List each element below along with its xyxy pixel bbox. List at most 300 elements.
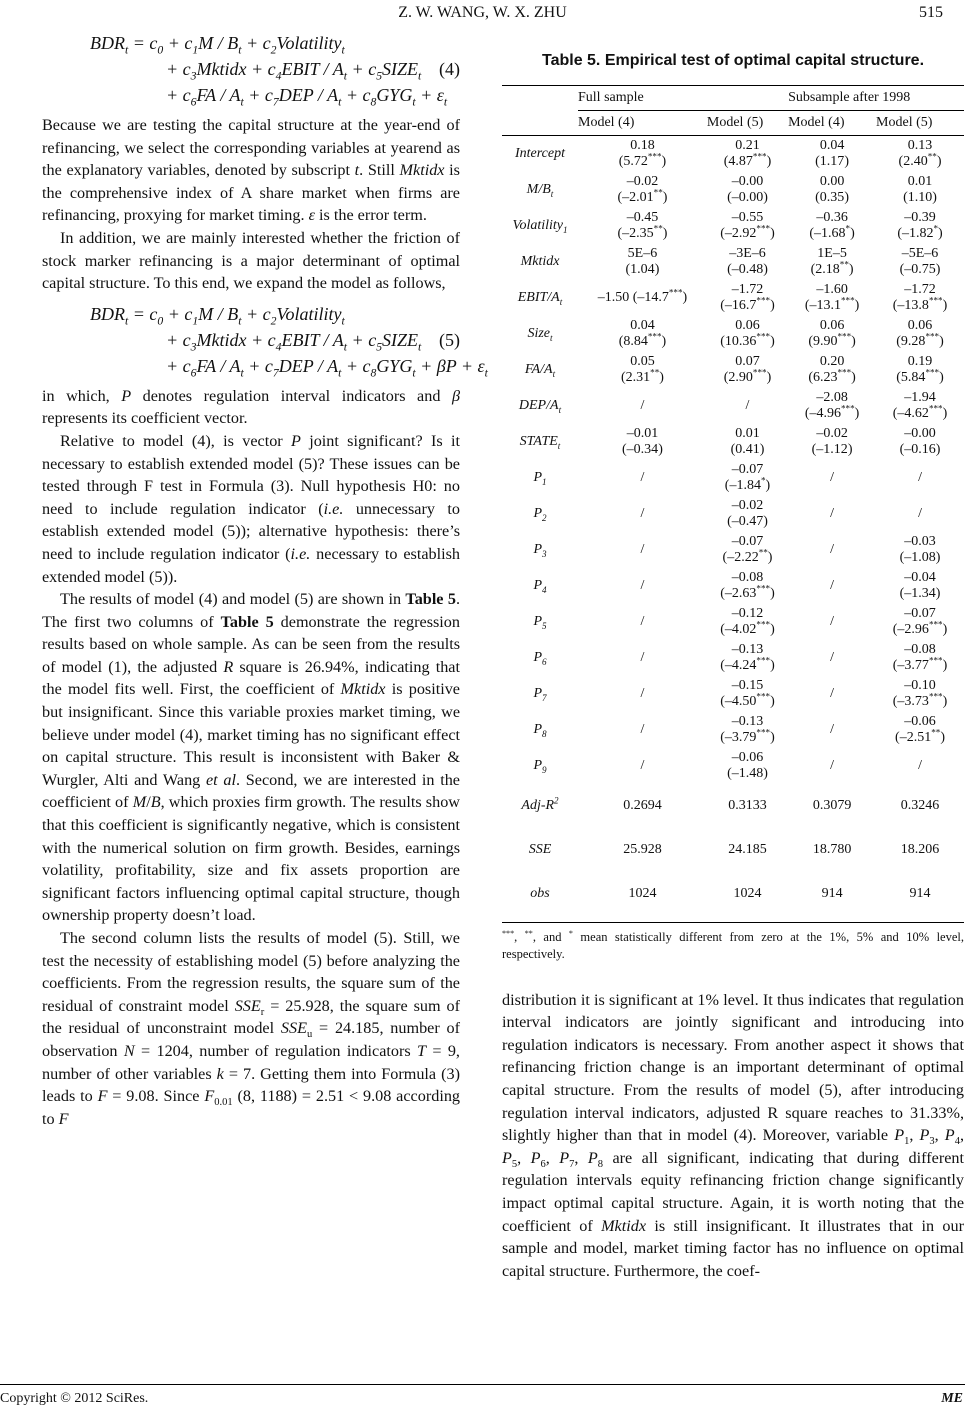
table-cell — [707, 352, 788, 388]
text-run: 6 — [190, 95, 197, 109]
text-run: P — [533, 577, 542, 593]
t-statistic: (–4.24***) — [720, 654, 775, 673]
text-run: r — [260, 1007, 265, 1019]
table-cell — [876, 568, 964, 604]
text-run: 5 — [542, 620, 547, 631]
table-cell — [876, 280, 964, 316]
row-label — [502, 604, 578, 640]
row-label — [502, 568, 578, 604]
row-label — [502, 352, 578, 388]
table-cell — [578, 208, 707, 244]
text-run: GYG — [376, 355, 413, 376]
text-run: t — [341, 43, 345, 57]
text-run: t — [240, 95, 244, 109]
text-run: t — [552, 368, 556, 379]
table-row — [502, 172, 964, 208]
t-statistic: (5.84***) — [896, 366, 944, 385]
text-run: , and — [532, 929, 569, 944]
table-row — [502, 712, 964, 748]
text-run: . Still — [359, 161, 400, 180]
row-label — [502, 460, 578, 496]
t-statistic: (–1.12) — [811, 441, 853, 457]
text-run: 1 — [192, 43, 199, 57]
text-run: 3 — [190, 340, 197, 354]
t-statistic: (–4.62***) — [892, 402, 948, 421]
table-cell — [788, 424, 876, 460]
table-cell — [876, 532, 964, 568]
text-run: + c — [243, 85, 273, 105]
equation-line — [90, 353, 488, 380]
coefficient: 0.19 — [907, 353, 933, 369]
table-note — [502, 929, 964, 963]
table-cell: / — [830, 721, 835, 737]
table-cell — [876, 352, 964, 388]
table-cell — [788, 244, 876, 280]
coefficient: –3E–6 — [729, 245, 766, 261]
coefficient: –0.03 — [904, 533, 936, 549]
t-statistic: (–2.92***) — [720, 222, 775, 241]
text-run: β — [451, 386, 460, 405]
table-row — [502, 388, 964, 424]
table-row — [502, 208, 964, 244]
t-statistic: (–3.73***) — [892, 690, 948, 709]
text-run: = c — [128, 303, 158, 324]
text-run: 2 — [270, 43, 277, 57]
row-label — [502, 828, 578, 872]
text-run: , — [545, 1148, 560, 1167]
text-run: SSE — [234, 996, 261, 1015]
t-statistic: (–16.7***) — [720, 294, 775, 313]
text-run: + c — [241, 303, 271, 324]
text-run: Intercept — [514, 145, 565, 161]
text-run: square is 26.94%, indicating that the model fits well. First, the coefficient of — [42, 657, 460, 699]
coefficient: 0.07 — [735, 353, 760, 369]
text-run: t — [343, 340, 348, 354]
corner-cell — [502, 85, 578, 110]
text-run: t — [125, 314, 129, 328]
text-run: = 1204, number of regulation indicators — [134, 1041, 418, 1060]
text-run: is still insignificant. It illustrates that in our sample and model, market timing factor has no influence on optimal capital structure. Furthermore, the coef- — [502, 1216, 964, 1280]
t-statistic: (5.72***) — [618, 150, 667, 169]
text-run: , — [574, 1148, 588, 1167]
text-run: 2 — [554, 794, 559, 805]
text-run: in which, — [42, 386, 122, 405]
coefficient: –0.10 — [904, 677, 936, 693]
paragraph — [42, 430, 460, 588]
coefficient: –0.45 — [626, 209, 659, 225]
text-run: 1 — [904, 1136, 910, 1148]
table-cell: / — [640, 577, 645, 593]
text-run: N — [123, 1041, 135, 1060]
left-column — [42, 30, 488, 1130]
table-row — [502, 604, 964, 640]
text-run: 8 — [370, 95, 377, 109]
text-run: Mktidx + c — [196, 59, 276, 79]
coefficient: –0.08 — [731, 569, 764, 585]
coefficient: –5E–6 — [901, 245, 939, 261]
text-run: P — [291, 431, 301, 450]
coefficient: –0.07 — [731, 461, 764, 477]
text-run: + c — [166, 329, 191, 350]
text-run: + c — [241, 33, 271, 53]
table-cell: 18.206 — [900, 841, 940, 857]
table-cell: / — [918, 757, 922, 773]
text-run: t — [341, 314, 345, 328]
table-cell — [578, 352, 707, 388]
t-statistic: (2.90***) — [723, 366, 772, 385]
text-run: t — [550, 188, 554, 199]
text-run: k — [216, 1064, 224, 1083]
text-run: ** — [524, 928, 533, 938]
table-cell: / — [640, 757, 645, 773]
t-statistic: (–2.63***) — [720, 582, 775, 601]
text-run: , — [909, 1126, 920, 1145]
coefficient: 0.21 — [735, 137, 760, 153]
paragraphs-b — [42, 385, 460, 1131]
table-cell — [788, 172, 876, 208]
coefficient: –0.13 — [731, 713, 764, 729]
text-run: P — [530, 1148, 541, 1167]
text-run: 0 — [157, 43, 164, 57]
page-number: 515 — [919, 4, 943, 21]
text-run: t — [412, 366, 416, 380]
t-statistic: (0.41) — [730, 441, 765, 457]
text-run: A — [544, 361, 553, 377]
text-run: * — [568, 928, 573, 938]
text-run: / — [540, 361, 545, 377]
coefficient: –1.72 — [731, 281, 764, 297]
row-label — [502, 532, 578, 568]
text-run: necessary to establish extended model (5)). — [42, 544, 460, 586]
t-statistic: (2.31**) — [620, 366, 664, 385]
table-cell — [707, 135, 788, 172]
text-run: , — [959, 1126, 964, 1145]
table-cell: 914 — [788, 872, 876, 923]
text-run: is the comprehensive index of A share market when firms are refinancing, proxying for market timing. — [42, 161, 460, 225]
text-run: 5 — [376, 340, 383, 354]
text-run: = 25.928, the square sum of the residual of unconstraint model — [42, 996, 460, 1038]
row-label — [502, 280, 578, 316]
table-cell: / — [830, 505, 835, 521]
t-statistic: (–3.79***) — [720, 726, 775, 745]
text-run: 0.01 — [214, 1097, 233, 1109]
coefficient: 0.04 — [630, 317, 655, 333]
t-statistic: (–3.77***) — [892, 654, 948, 673]
text-run: . The first two columns of — [42, 590, 460, 631]
text-run: Because we are testing the capital structure at the year-end of refinancing, we select the corresponding variables at yearend as the explanatory variables, denoted by subscript — [42, 116, 460, 180]
table-row — [502, 748, 964, 784]
text-run: 2 — [542, 512, 547, 523]
text-run: is the error term. — [314, 206, 427, 225]
table-row — [502, 352, 964, 388]
text-run: P — [533, 505, 542, 521]
equation-line — [90, 327, 460, 353]
text-run: 7 — [542, 692, 547, 703]
journal-abbrev: ME — [941, 1391, 963, 1406]
table-cell: 0.3079 — [812, 797, 852, 813]
paragraphs-right — [502, 989, 964, 1283]
table-cell — [707, 640, 788, 676]
text-run: t — [559, 296, 563, 307]
t-statistic: (–1.08) — [899, 549, 941, 565]
table-cell: 1024 — [578, 872, 707, 923]
coefficient: –0.39 — [904, 209, 936, 225]
table-cell: / — [918, 469, 922, 485]
model-header: Model (4) — [578, 110, 707, 135]
t-statistic: (–4.96***) — [804, 402, 860, 421]
group-header: Full sample — [578, 85, 788, 110]
table-cell: / — [830, 649, 835, 665]
text-run: M / B — [198, 303, 239, 324]
text-run: t — [418, 340, 422, 354]
t-statistic: (–1.84*) — [724, 474, 771, 493]
text-run: 6 — [190, 366, 197, 380]
text-run: P — [919, 1126, 930, 1145]
table-cell: 914 — [876, 872, 964, 923]
coefficient: –1.50 — [597, 289, 630, 305]
coefficient: –0.08 — [904, 641, 936, 657]
text-run: BDR — [90, 33, 125, 53]
model-header: Model (4) — [788, 110, 876, 135]
text-run: EBIT / A — [281, 59, 344, 79]
text-run: 4 — [542, 584, 547, 595]
row-label — [502, 712, 578, 748]
coefficient: 0.13 — [907, 137, 933, 153]
text-run: P — [533, 649, 542, 665]
text-run: 7 — [272, 366, 279, 380]
text-run: 8 — [370, 366, 377, 380]
t-statistic: (–14.7***) — [632, 286, 688, 305]
text-run: DEP / A — [278, 85, 339, 105]
coefficient: –1.72 — [904, 281, 936, 297]
coefficient: –0.55 — [731, 209, 764, 225]
text-run: = 9, number of other variables — [42, 1041, 460, 1083]
text-run: Size — [527, 325, 551, 341]
text-run: GYG — [376, 85, 413, 105]
text-run: Relative to model (4), is vector — [60, 431, 291, 450]
text-run: 1 — [542, 476, 547, 487]
text-run: obs — [530, 885, 550, 901]
text-run: EBIT / A — [281, 329, 344, 350]
table-cell: / — [640, 649, 645, 665]
text-run: , — [514, 929, 525, 944]
table-cell — [707, 172, 788, 208]
table-row — [502, 496, 964, 532]
t-statistic: (6.23***) — [808, 366, 856, 385]
text-run: = c — [128, 33, 158, 53]
text-run: t — [484, 366, 488, 380]
text-run: , — [517, 1148, 531, 1167]
coefficient: 0.01 — [735, 425, 760, 441]
text-run: / — [146, 793, 151, 812]
coefficient: 0.01 — [907, 173, 933, 189]
t-statistic: (–0.48) — [727, 261, 768, 277]
table-cell: / — [640, 613, 645, 629]
t-statistic: (2.40**) — [898, 150, 942, 169]
text-run: EBIT — [517, 289, 548, 305]
text-run: Adj-R — [521, 797, 555, 813]
text-run: 8 — [542, 728, 547, 739]
table-row — [502, 676, 964, 712]
text-run: distribution it is significant at 1% level. It thus indicates that regulation interval indicators are jointly significant and introducing into regulation indicators is necessary. From another aspect it shows that refinancing friction change is an important determinant of optimal capital structure. From the results of model (5), after introducing regulation interval indicators, adjusted R square reaches to 31.33%, slightly higher than that in model (4). Moreover, variable — [502, 990, 964, 1145]
model-header: Model (5) — [876, 110, 964, 135]
text-run: F — [204, 1087, 215, 1106]
text-run: FA / A — [196, 355, 241, 376]
text-run: 5 — [376, 69, 383, 83]
text-run: Volatility — [276, 303, 342, 324]
text-run: Volatility — [276, 33, 342, 53]
table-cell: / — [640, 541, 645, 557]
coefficient: –1.94 — [904, 389, 936, 405]
text-run: 5 — [511, 1158, 518, 1170]
row-label — [502, 748, 578, 784]
text-run: *** — [502, 928, 515, 938]
text-run: FA — [524, 361, 541, 377]
table-row — [502, 280, 964, 316]
table-cell: / — [918, 505, 922, 521]
text-run: et al — [206, 770, 236, 789]
coefficient: –0.36 — [816, 209, 848, 225]
text-run: + c — [163, 303, 193, 324]
coefficient: –0.02 — [816, 425, 848, 441]
paragraph — [42, 227, 460, 295]
table-cell: / — [640, 505, 645, 521]
table-cell — [707, 496, 788, 532]
text-run: P — [121, 386, 132, 405]
text-run: + ε — [415, 85, 444, 105]
text-run: + c — [166, 59, 191, 79]
text-run: t — [343, 69, 348, 83]
table-cell: 0.3133 — [728, 797, 767, 813]
t-statistic: (–0.16) — [899, 441, 941, 457]
text-run: B — [150, 793, 161, 812]
text-run: t — [412, 95, 416, 109]
table-cell — [707, 748, 788, 784]
text-run: P — [533, 541, 542, 557]
table-caption: Table 5. Empirical test of optimal capital structure. — [541, 52, 925, 69]
t-statistic: (1.04) — [625, 261, 660, 277]
coefficient: 0.20 — [819, 353, 845, 369]
table-row — [502, 640, 964, 676]
table-cell: 0.2694 — [623, 797, 662, 813]
table-cell — [876, 135, 964, 172]
coefficient: 5E–6 — [627, 245, 658, 261]
text-run: Mktidx — [601, 1216, 647, 1235]
table-cell: 18.780 — [812, 841, 852, 857]
table-cell: / — [830, 577, 835, 593]
text-run: 6 — [540, 1158, 546, 1170]
table-cell — [707, 244, 788, 280]
text-run: SSE — [280, 1019, 307, 1038]
table-cell — [707, 280, 788, 316]
t-statistic: (–1.82*) — [897, 222, 943, 241]
coefficient: –0.06 — [904, 713, 936, 729]
table-cell — [578, 172, 707, 208]
text-run: F — [58, 1109, 69, 1128]
text-run: i.e. — [323, 499, 344, 518]
text-run: represents its coefficient vector. — [42, 409, 248, 428]
text-run: , — [934, 1126, 945, 1145]
table-cell — [876, 388, 964, 424]
stat-row — [502, 784, 964, 828]
results-table — [502, 85, 964, 923]
row-label — [502, 496, 578, 532]
paragraph — [502, 989, 964, 1283]
t-statistic: (–0.75) — [899, 261, 941, 277]
table-cell: / — [830, 757, 835, 773]
text-run: = 24.185, number of observation — [42, 1019, 461, 1060]
row-label — [502, 872, 578, 923]
text-run: The second column lists the results of model (5). Still, we test the necessity of establishing model (5) before analyzing the coefficients. From the regression results, the square sum of the residual of constraint model — [42, 929, 460, 1015]
text-run: In addition, we are mainly interested whether the friction of stock marker refinancing is a major determinant of optimal capital structure. To this end, we expand the model as follows, — [42, 228, 460, 293]
row-label — [502, 244, 578, 280]
text-run: / — [546, 397, 550, 413]
row-label — [502, 676, 578, 712]
text-run: Mktidx + c — [196, 329, 276, 350]
table-cell: / — [745, 397, 750, 413]
table-cell — [876, 424, 964, 460]
text-run: Mktidx — [340, 680, 386, 699]
table-cell: 1024 — [707, 872, 788, 923]
table-cell — [578, 280, 707, 316]
paragraph — [42, 114, 460, 227]
text-run: are all significant, indicating that during different regulation intervals equity refinancing friction change significantly impact optimal capital structure. Again, it is worth noting that the coefficient of — [502, 1148, 964, 1235]
text-run: P — [944, 1126, 955, 1145]
coefficient: –0.00 — [731, 173, 764, 189]
t-statistic: (9.28***) — [896, 330, 944, 349]
table-cell — [788, 280, 876, 316]
t-statistic: (–2.01**) — [617, 186, 668, 205]
table-cell — [876, 640, 964, 676]
text-run: STATE — [519, 433, 558, 449]
table-cell: / — [640, 721, 645, 737]
t-statistic: (1.17) — [815, 153, 849, 169]
table-cell — [578, 424, 707, 460]
text-run: P — [502, 1148, 512, 1167]
text-run: t — [558, 404, 562, 415]
coefficient: –0.02 — [626, 173, 659, 189]
stat-row — [502, 828, 964, 872]
table-cell: / — [640, 397, 645, 413]
t-statistic: (–0.34) — [622, 441, 663, 457]
t-statistic: (–4.02***) — [720, 618, 775, 637]
t-statistic: (4.87***) — [723, 150, 772, 169]
coefficient: –1.60 — [816, 281, 848, 297]
paragraphs-a — [42, 114, 460, 295]
table-cell — [876, 244, 964, 280]
coefficient: –0.07 — [904, 605, 936, 621]
coefficient: 0.00 — [819, 173, 845, 189]
text-run: 8 — [597, 1158, 604, 1170]
row-label — [502, 784, 578, 828]
table-cell: / — [830, 685, 835, 701]
paragraph — [42, 588, 460, 927]
text-run: 3 — [542, 548, 547, 559]
text-run: t — [338, 95, 342, 109]
table-row — [502, 568, 964, 604]
table-row — [502, 244, 964, 280]
text-run: SSE — [528, 841, 552, 857]
text-run: B — [542, 181, 551, 197]
t-statistic: (–0.47) — [727, 513, 768, 529]
text-run: The results of model (4) and model (5) are shown in — [60, 590, 406, 609]
page-footer — [0, 1384, 965, 1406]
table-cell — [707, 568, 788, 604]
coefficient: 0.06 — [819, 317, 845, 333]
text-run: = 7. Getting them into Formula (3) leads to — [42, 1064, 460, 1106]
equation-line — [90, 301, 460, 327]
text-run: R — [223, 657, 234, 676]
